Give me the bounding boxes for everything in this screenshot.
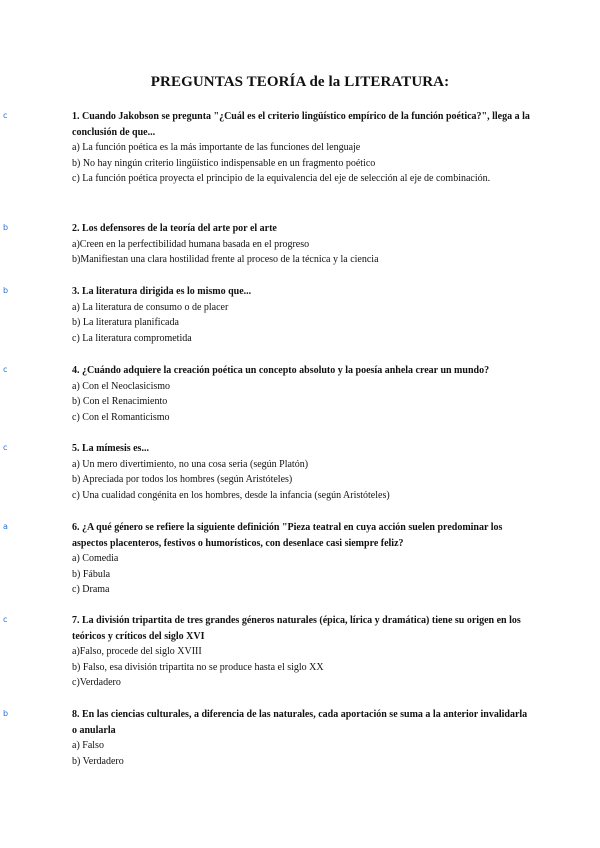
answer-mark: b [3,223,9,232]
question-text: 2. Los defensores de la teoría del arte por el arte [72,223,277,234]
answer-mark: c [3,111,8,120]
option-c: c) Con el Romanticismo [72,411,170,423]
option-b: b)Manifiestan una clara hostilidad frente al proceso de la técnica y la ciencia [72,254,379,265]
option-b: b) Fábula [72,568,111,580]
answer-mark: a [3,522,8,531]
option-b: b) Falso, esa división tripartita no se produce hasta el siglo XX [72,661,324,673]
question-4 [72,363,532,425]
question-7 [72,613,532,691]
question-text: 1. Cuando Jakobson se pregunta "¿Cuál es el criterio lingüístico empírico de la función poética?", llega a la conclusión de que... [72,111,530,138]
answer-mark: c [3,365,8,374]
option-c: c) La literatura comprometida [72,332,192,344]
question-2 [72,221,532,268]
option-a: a)Falso, procede del siglo XVIII [72,646,202,657]
question-6 [72,520,532,598]
option-a: a) Con el Neoclasicismo [72,380,171,392]
option-b: b) La literatura planificada [72,317,179,328]
option-a: a)Creen en la perfectibilidad humana basada en el progreso [72,238,310,250]
answer-mark: c [3,615,8,624]
option-a: a) Un mero divertimiento, no una cosa seria (según Platón) [72,458,309,470]
question-8 [72,707,532,769]
option-c: c) Drama [72,584,110,595]
answer-mark: b [3,709,9,718]
question-text: 5. La mímesis es... [72,443,149,454]
option-c: c)Verdadero [72,677,121,688]
question-text: 3. La literatura dirigida es lo mismo que... [72,286,252,297]
question-text: 4. ¿Cuándo adquiere la creación poética un concepto absoluto y la poesía anhela crear un mundo? [72,365,490,376]
question-text: 8. En las ciencias culturales, a diferencia de las naturales, cada aportación se suma a la anterior invalidarla o anularla [72,709,528,736]
option-c: c) Una cualidad congénita en los hombres, desde la infancia (según Aristóteles) [72,489,390,501]
option-a: a) La función poética es la más importante de las funciones del lenguaje [72,142,361,153]
question-5 [72,441,532,503]
question-3 [72,284,532,346]
option-b: b) Verdadero [72,755,124,767]
option-b: b) Con el Renacimiento [72,396,168,407]
option-a: a) Comedia [72,553,119,564]
question-text: 6. ¿A qué género se refiere la siguiente definición "Pieza teatral en cuya acción suelen predominar los aspectos placenteros, festivos o humorísticos, con desenlace casi siempre feliz? [72,522,503,549]
option-a: a) Falso [72,740,104,751]
answer-mark: c [3,443,8,452]
answer-mark: b [3,286,9,295]
option-b: b) Apreciada por todos los hombres (según Aristóteles) [72,474,293,485]
option-a: a) La literatura de consumo o de placer [72,301,229,313]
option-b: b) No hay ningún criterio lingüístico indispensable en un fragmento poético [72,157,376,169]
question-1 [72,109,532,187]
question-text: 7. La división tripartita de tres grandes géneros naturales (épica, lírica y dramática) tiene su origen en los teóricos y críticos del siglo XVI [72,615,521,642]
option-c: c) La función poética proyecta el principio de la equivalencia del eje de selección al eje de combinación. [72,173,491,184]
page-title: PREGUNTAS TEORÍA de la LITERATURA: [150,74,450,90]
